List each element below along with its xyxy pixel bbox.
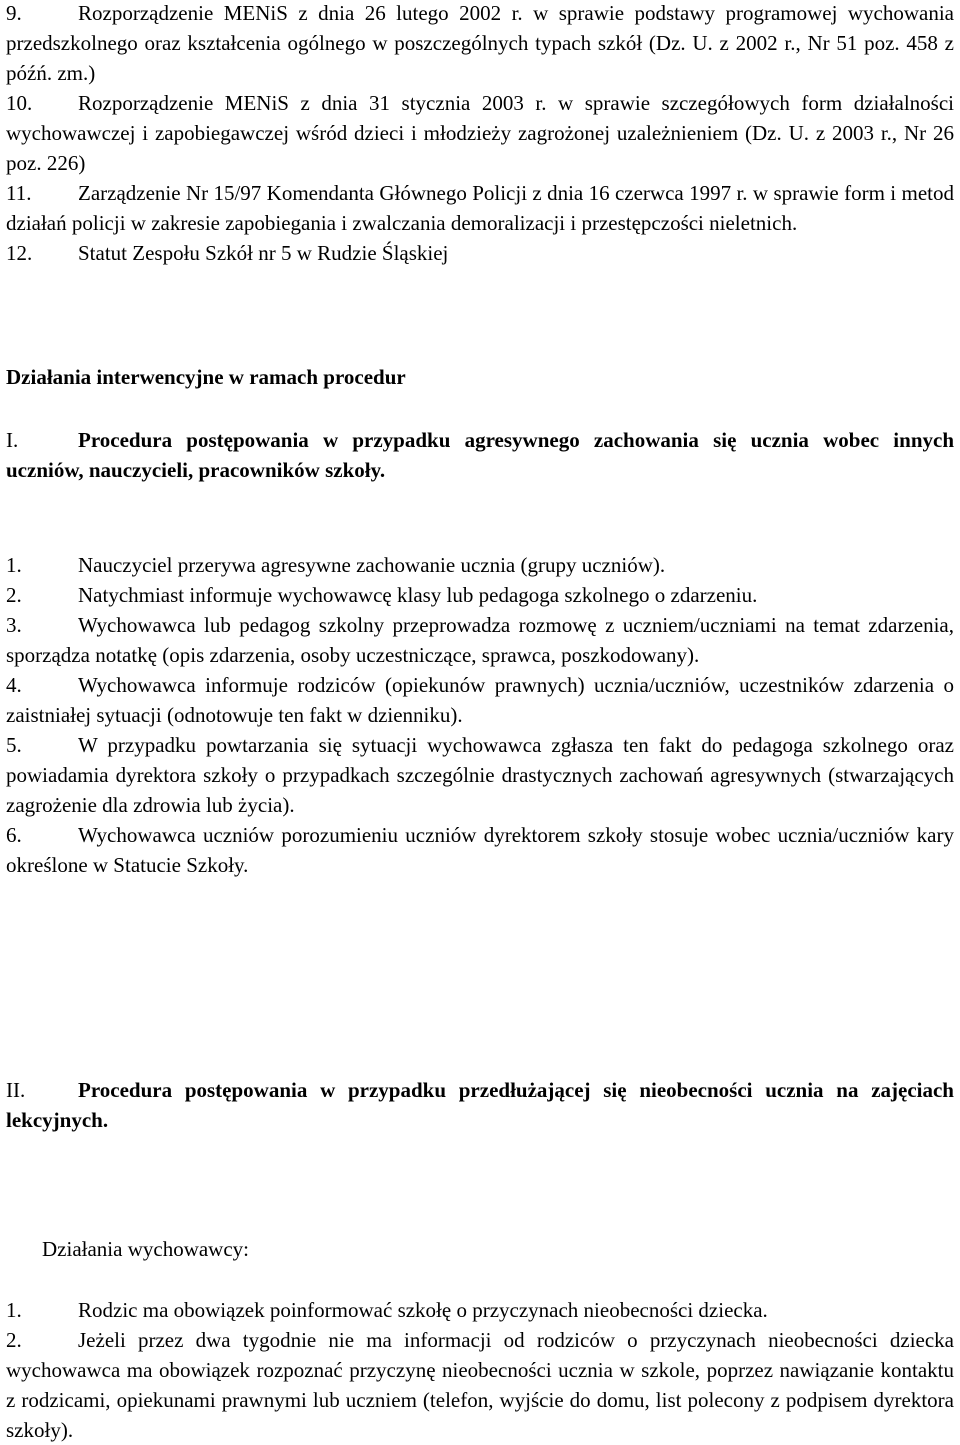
- step-number: 6.: [6, 823, 22, 847]
- step-item: [6, 1325, 954, 1445]
- procedure-1-steps: [6, 550, 954, 880]
- procedure-1-title-text: Procedura postępowania w przypadku agresywnego zachowania się ucznia wobec innych uczniów, nauczycieli, pracowników szkoły.: [6, 428, 954, 482]
- reference-item: [6, 88, 954, 178]
- reference-text: Statut Zespołu Szkół nr 5 w Rudzie Śląskiej: [78, 241, 449, 265]
- reference-number: 11.: [6, 181, 32, 205]
- references-list: [6, 0, 954, 268]
- procedure-2-subheading: Działania wychowawcy:: [42, 1237, 249, 1261]
- step-text: Nauczyciel przerywa agresywne zachowanie ucznia (grupy uczniów).: [78, 553, 666, 577]
- step-text: Rodzic ma obowiązek poinformować szkołę o przyczynach nieobecności dziecka.: [78, 1298, 768, 1322]
- step-number: 5.: [6, 733, 22, 757]
- reference-item: [6, 238, 954, 268]
- step-item: [6, 1295, 954, 1325]
- step-number: 1.: [6, 1298, 22, 1322]
- reference-number: 12.: [6, 241, 33, 265]
- step-text: W przypadku powtarzania się sytuacji wychowawca zgłasza ten fakt do pedagoga szkolnego oraz powiadamia dyrektora szkoły o przypadkach szczególnie drastycznych zachowań agresywnych (stwarzających zagrożenie dla zdrowia lub życia).: [6, 733, 954, 817]
- step-number: 2.: [6, 1328, 22, 1352]
- procedure-2-steps: [6, 1295, 954, 1445]
- step-number: 4.: [6, 673, 22, 697]
- step-text: Natychmiast informuje wychowawcę klasy lub pedagoga szkolnego o zdarzeniu.: [78, 583, 758, 607]
- procedure-1-title: [6, 425, 954, 485]
- step-item: [6, 610, 954, 670]
- step-text: Wychowawca informuje rodziców (opiekunów prawnych) ucznia/uczniów, uczestników zdarzenia o zaistniałej sytuacji (odnotowuje ten fakt w dzienniku).: [6, 673, 954, 727]
- procedure-2-number: II.: [6, 1078, 26, 1102]
- step-item: [6, 550, 954, 580]
- procedure-1-number: I.: [6, 428, 19, 452]
- step-text: Wychowawca uczniów porozumieniu uczniów dyrektorem szkoły stosuje wobec ucznia/uczniów kary określone w Statucie Szkoły.: [6, 823, 954, 877]
- reference-text: Rozporządzenie MENiS z dnia 26 lutego 2002 r. w sprawie podstawy programowej wychowania przedszkolnego oraz kształcenia ogólnego w poszczególnych typach szkół (Dz. U. z 2002 r., Nr 51 poz. 458 z późń. zm.): [6, 1, 954, 85]
- step-number: 3.: [6, 613, 22, 637]
- reference-text: Zarządzenie Nr 15/97 Komendanta Głównego Policji z dnia 16 czerwca 1997 r. w sprawie form i metod działań policji w zakresie zapobiegania i zwalczania demoralizacji i przestępczości nieletnich.: [6, 181, 954, 235]
- step-number: 1.: [6, 553, 22, 577]
- main-heading: Działania interwencyjne w ramach procedur: [6, 365, 406, 389]
- reference-item: [6, 178, 954, 238]
- procedure-2-title-text: Procedura postępowania w przypadku przedłużającej się nieobecności ucznia na zajęciach lekcyjnych.: [6, 1078, 954, 1132]
- step-item: [6, 820, 954, 880]
- procedure-2-title: [6, 1075, 954, 1135]
- step-item: [6, 580, 954, 610]
- reference-number: 10.: [6, 91, 33, 115]
- reference-text: Rozporządzenie MENiS z dnia 31 stycznia 2003 r. w sprawie szczegółowych form działalności wychowawczej i zapobiegawczej wśród dzieci i młodzieży zagrożonej uzależnieniem (Dz. U. z 2003 r., Nr 26 poz. 226): [6, 91, 954, 175]
- step-text: Jeżeli przez dwa tygodnie nie ma informacji od rodziców o przyczynach nieobecności dziecka wychowawca ma obowiązek rozpoznać przyczynę nieobecności ucznia w szkole, poprzez nawiązanie kontaktu z rodzicami, opiekunami prawnymi lub uczniem (telefon, wyjście do domu, list polecony z podpisem dyrektora szkoły).: [6, 1328, 954, 1442]
- step-item: [6, 730, 954, 820]
- step-number: 2.: [6, 583, 22, 607]
- step-text: Wychowawca lub pedagog szkolny przeprowadza rozmowę z uczniem/uczniami na temat zdarzenia, sporządza notatkę (opis zdarzenia, osoby uczestniczące, sprawca, poszkodowany).: [6, 613, 954, 667]
- reference-item: [6, 0, 954, 88]
- reference-number: 9.: [6, 1, 22, 25]
- step-item: [6, 670, 954, 730]
